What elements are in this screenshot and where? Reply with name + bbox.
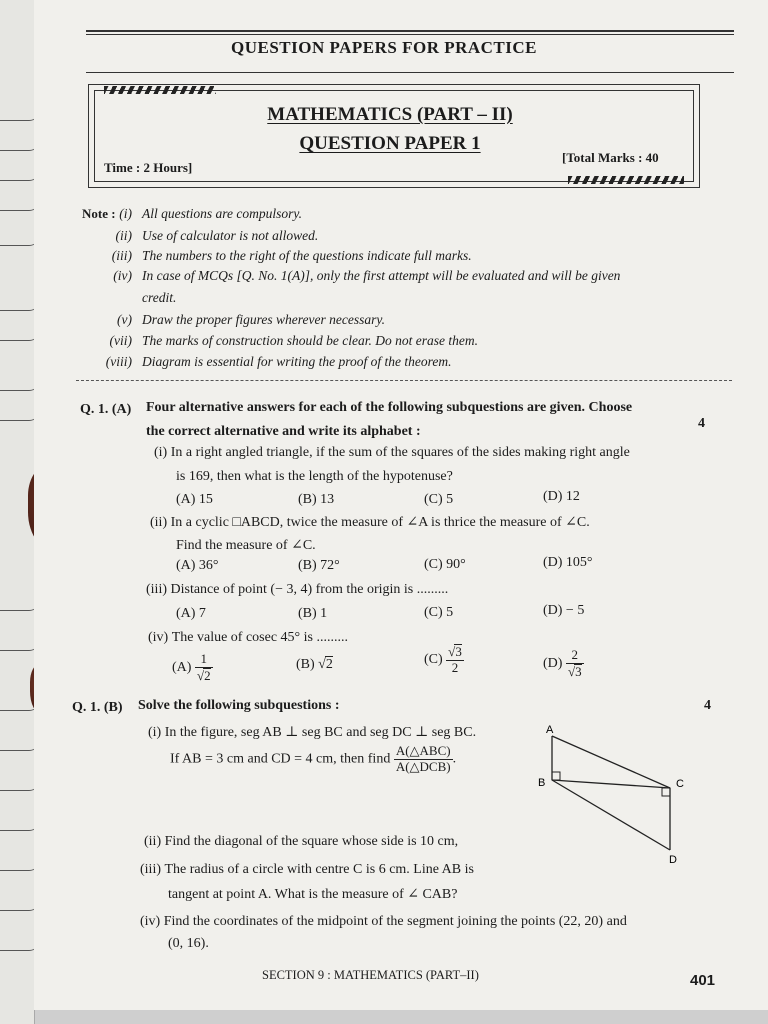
q1a-i: (i) In a right angled triangle, if the sum of the squares of the sides making right angle xyxy=(154,445,630,460)
subject-title: MATHEMATICS (PART – II) xyxy=(267,104,513,125)
top-rule xyxy=(86,30,734,32)
dashed-divider xyxy=(76,380,732,381)
q1a-iv-opt-c: (C) $\frac{√3}{2}$ xyxy=(424,644,462,675)
figure-label-d: D xyxy=(669,854,677,866)
q1a-iv-opt-a: (A) $\frac{1}{√2}$ xyxy=(172,651,211,683)
note-1: (i) All questions are compulsory. xyxy=(119,206,302,221)
title-rule xyxy=(86,72,734,73)
q1b-iii-cont: tangent at point A. What is the measure of ∠ CAB? xyxy=(168,887,458,902)
q1a-ii-cont: Find the measure of ∠C. xyxy=(176,538,316,553)
hatch-bottom xyxy=(568,176,684,184)
sheet-title: QUESTION PAPERS FOR PRACTICE xyxy=(230,38,538,57)
fraction-root3-over-2: $\frac{√3}{2}$ xyxy=(448,644,462,675)
note-3: (iii) The numbers to the right of the questions indicate full marks. xyxy=(111,248,472,263)
q1b-iv: (iv) Find the coordinates of the midpoint of the segment joining the points (22, 20) and xyxy=(140,914,627,929)
hatch-top xyxy=(104,86,216,94)
fraction-2-over-root3: $\frac{2}{√3}$ xyxy=(567,647,582,679)
note-5: (v) Draw the proper figures wherever necessary. xyxy=(117,312,385,327)
q1a-i-opt-a: (A) 15 xyxy=(176,492,213,507)
note-4: (iv) In case of MCQs [Q. No. 1(A)], only the first attempt will be evaluated and will be given xyxy=(113,268,621,283)
q1a-ii-opt-b: (B) 72° xyxy=(298,558,340,573)
figure-label-b: B xyxy=(538,777,546,789)
q1a-iv-opt-b: (B) √2 xyxy=(296,657,333,672)
note-2: (ii) Use of calculator is not allowed. xyxy=(115,228,319,243)
paper-title: QUESTION PAPER 1 xyxy=(299,133,481,154)
note-4-cont: credit. xyxy=(142,290,177,305)
q1b-heading: Solve the following subquestions : xyxy=(138,698,340,713)
q1a-iv: (iv) The value of cosec 45° is ......... xyxy=(148,630,348,645)
q1a-ii: (ii) In a cyclic □ABCD, twice the measure of ∠A is thrice the measure of ∠C. xyxy=(150,515,590,530)
q1b-i-cont: If AB = 3 cm and CD = 4 cm, then find $\frac{\text{A(△ABC)}}{\text{A(△DCB)}}$ . xyxy=(170,743,457,774)
q1a-i-opt-b: (B) 13 xyxy=(298,492,335,507)
figure-label-c: C xyxy=(676,778,684,790)
q1a-iii: (iii) Distance of point (− 3, 4) from the origin is ......... xyxy=(146,582,449,597)
q1a-ii-opt-d: (D) 105° xyxy=(543,555,593,570)
q1b-marks: 4 xyxy=(704,698,711,713)
figure-label-a: A xyxy=(546,724,554,736)
q1a-ii-opt-a: (A) 36° xyxy=(176,558,219,573)
q1a-i-opt-c: (C) 5 xyxy=(424,492,454,507)
q1a-i-cont: is 169, then what is the length of the hypotenuse? xyxy=(176,469,453,484)
time-label: Time : 2 Hours] xyxy=(104,160,193,175)
q1b-iii: (iii) The radius of a circle with centre C is 6 cm. Line AB is xyxy=(140,862,474,877)
note-label: Note : xyxy=(82,206,116,221)
q1a-iii-opt-a: (A) 7 xyxy=(176,606,206,621)
q1a-heading: Four alternative answers for each of the following subquestions are given. Choose xyxy=(146,400,633,415)
note-7: (vii) The marks of construction should be clear. Do not erase them. xyxy=(109,333,478,348)
q1a-ii-opt-c: (C) 90° xyxy=(424,557,466,572)
q1b-iv-cont: (0, 16). xyxy=(168,936,209,951)
q1a-iii-opt-d: (D) − 5 xyxy=(543,603,585,618)
q1a-iii-opt-b: (B) 1 xyxy=(298,606,328,621)
top-rule-2 xyxy=(86,34,734,35)
q1a-iii-opt-c: (C) 5 xyxy=(424,605,454,620)
q1b-label: Q. 1. (B) xyxy=(72,700,123,715)
q1a-iv-opt-d: (D) $\frac{2}{√3}$ xyxy=(543,647,582,679)
fraction-1-over-root2: $\frac{1}{√2}$ xyxy=(196,651,211,683)
triangle-figure xyxy=(536,720,696,870)
area-ratio-fraction: $\frac{\text{A(△ABC)}}{\text{A(△DCB)}}$ xyxy=(395,743,451,774)
total-marks: [Total Marks : 40 xyxy=(562,150,659,165)
q1a-marks: 4 xyxy=(698,416,705,431)
note-8: (viii) Diagram is essential for writing the proof of the theorem. xyxy=(105,354,452,369)
page-number: 401 xyxy=(690,972,716,989)
q1a-i-opt-d: (D) 12 xyxy=(543,489,580,504)
footer-section: SECTION 9 : MATHEMATICS (PART–II) xyxy=(262,968,479,982)
q1a-heading-2: the correct alternative and write its alphabet : xyxy=(146,424,421,439)
q1b-ii: (ii) Find the diagonal of the square whose side is 10 cm, xyxy=(144,834,459,849)
q1a-label: Q. 1. (A) xyxy=(80,402,132,417)
q1b-i: (i) In the figure, seg AB ⊥ seg BC and seg DC ⊥ seg BC. xyxy=(148,725,477,740)
